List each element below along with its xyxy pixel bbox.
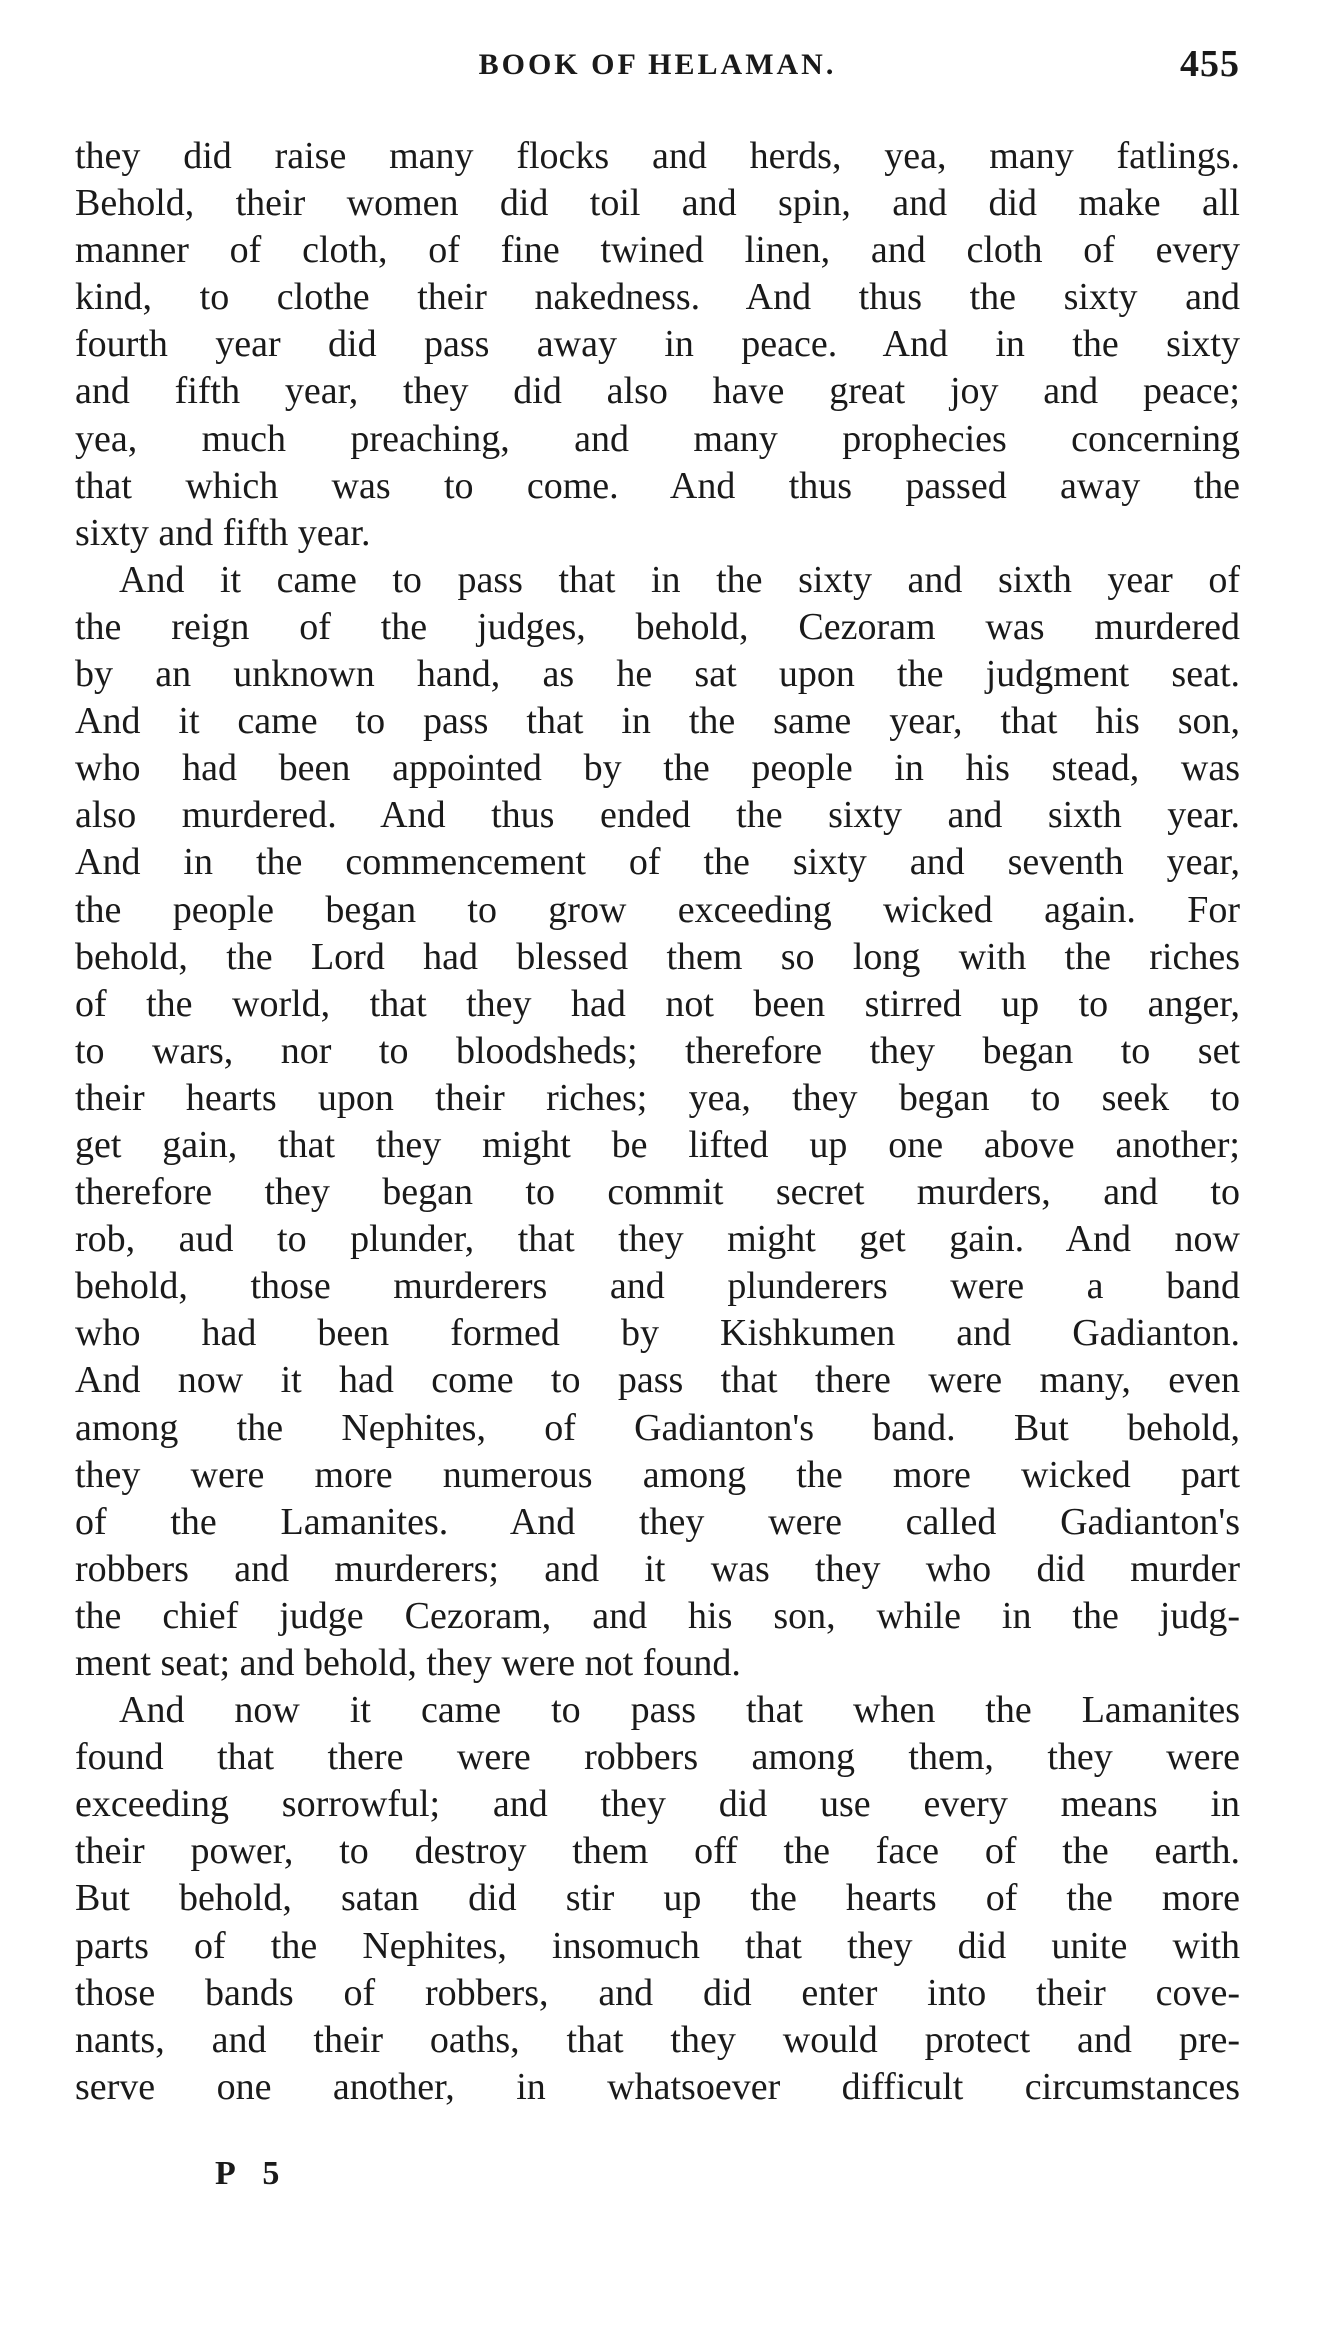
page-number: 455 [1180, 43, 1240, 85]
text-line: of the world, that they had not been stirred up to anger, [75, 982, 1240, 1025]
text-line: who had been appointed by the people in his stead, was [75, 747, 1240, 790]
text-line: therefore they began to commit secret murders, and to [75, 1171, 1240, 1214]
body-text [75, 133, 1240, 2111]
text-line: robbers and murderers; and it was they who did murder [75, 1547, 1240, 1590]
text-line: they were more numerous among the more wicked part [75, 1453, 1240, 1496]
text-line: And in the commencement of the sixty and seventh year, [75, 841, 1240, 884]
text-line: kind, to clothe their nakedness. And thus the sixty and [75, 276, 1240, 319]
running-head [75, 42, 1240, 86]
text-line: the people began to grow exceeding wicked again. For [75, 888, 1240, 931]
text-line: Behold, their women did toil and spin, and did make all [75, 182, 1240, 225]
text-line: those bands of robbers, and did enter into their cove- [75, 1971, 1240, 2014]
text-line: get gain, that they might be lifted up one above another; [75, 1123, 1240, 1166]
text-line: the reign of the judges, behold, Cezoram was murdered [75, 605, 1240, 648]
text-line: exceeding sorrowful; and they did use every means in [75, 1783, 1240, 1826]
text-line: nants, and their oaths, that they would protect and pre- [75, 2018, 1240, 2061]
text-line: And now it had come to pass that there were many, even [75, 1359, 1240, 1402]
text-line: But behold, satan did stir up the hearts of the more [75, 1877, 1240, 1920]
text-line: their power, to destroy them off the face of the earth. [75, 1830, 1240, 1873]
text-line: yea, much preaching, and many prophecies concerning [75, 417, 1240, 460]
text-line: behold, those murderers and plunderers were a band [75, 1265, 1240, 1308]
text-line: the chief judge Cezoram, and his son, while in the judg- [75, 1594, 1240, 1637]
paragraph-start-line: And now it came to pass that when the Lamanites [119, 1689, 1240, 1732]
text-line: of the Lamanites. And they were called Gadianton's [75, 1500, 1240, 1543]
text-line: and fifth year, they did also have great joy and peace; [75, 370, 1240, 413]
text-line: by an unknown hand, as he sat upon the judgment seat. [75, 653, 1240, 696]
text-line: parts of the Nephites, insomuch that they did unite with [75, 1924, 1240, 1967]
signature-mark: P 5 [215, 2155, 290, 2192]
text-line: among the Nephites, of Gadianton's band. But behold, [75, 1406, 1240, 1449]
running-title: BOOK OF HELAMAN. [478, 48, 837, 81]
text-line: behold, the Lord had blessed them so long with the riches [75, 935, 1240, 978]
paragraph-end-line: sixty and fifth year. [75, 511, 371, 554]
text-line: And it came to pass that in the same year, that his son, [75, 700, 1240, 743]
text-line: to wars, nor to bloodsheds; therefore they began to set [75, 1029, 1240, 1072]
paragraph-start-line: And it came to pass that in the sixty and sixth year of [119, 558, 1240, 601]
paragraph-end-line: ment seat; and behold, they were not found. [75, 1642, 741, 1684]
text-line: fourth year did pass away in peace. And in the sixty [75, 323, 1240, 366]
text-line: also murdered. And thus ended the sixty and sixth year. [75, 794, 1240, 837]
text-line: their hearts upon their riches; yea, they began to seek to [75, 1076, 1240, 1119]
text-line: who had been formed by Kishkumen and Gadianton. [75, 1312, 1240, 1355]
text-line: rob, aud to plunder, that they might get gain. And now [75, 1218, 1240, 1261]
text-line: they did raise many flocks and herds, yea, many fatlings. [75, 135, 1240, 177]
text-line: serve one another, in whatsoever difficult circumstances [75, 2065, 1240, 2108]
text-line: that which was to come. And thus passed away the [75, 464, 1240, 507]
text-line: manner of cloth, of fine twined linen, and cloth of every [75, 229, 1240, 272]
text-line: found that there were robbers among them, they were [75, 1736, 1240, 1779]
